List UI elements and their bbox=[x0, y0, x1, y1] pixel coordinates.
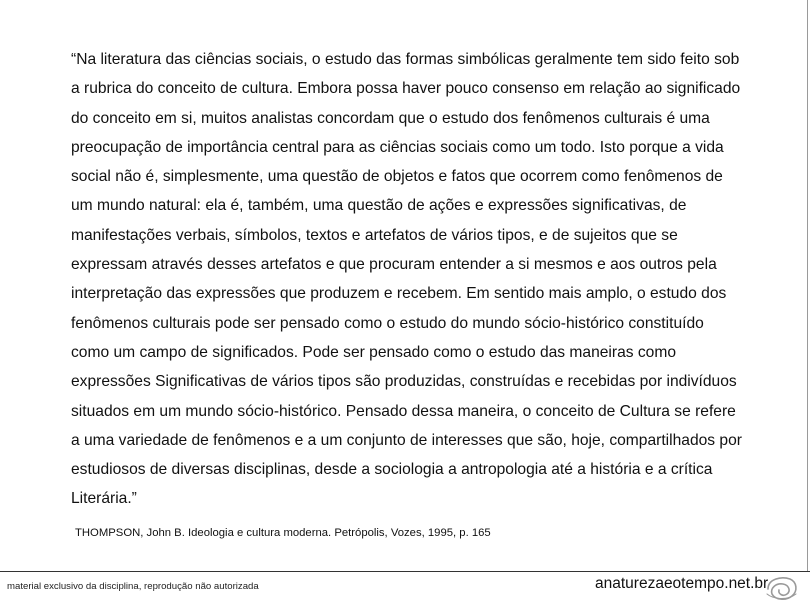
footer-disclaimer: material exclusivo da disciplina, reprodução não autorizada bbox=[7, 581, 259, 592]
quote-line: a rubrica do conceito de cultura. Embora possa haver pouco consenso em relação ao significado bbox=[71, 80, 741, 98]
quote-line: preocupação de importância central para as ciências sociais como um todo. Isto porque a vida bbox=[71, 138, 724, 156]
quote-line: social não é, simplesmente, uma questão de objetos e fatos que ocorrem como fenômenos de bbox=[71, 168, 723, 186]
site-url: anaturezaeotempo.net.br bbox=[595, 575, 769, 592]
quote-line: estudiosos de diversas disciplinas, desde a sociologia a antropologia até a história e a crítica bbox=[71, 461, 713, 479]
quote-line: “Na literatura das ciências sociais, o estudo das formas simbólicas geralmente tem sido feito sob bbox=[71, 51, 740, 68]
footer-divider bbox=[0, 571, 810, 572]
quote-line: como um campo de significados. Pode ser pensado como o estudo das maneiras como bbox=[71, 343, 677, 361]
quote-line: fenômenos culturais pode ser pensado como o estudo do mundo sócio-histórico constituído bbox=[71, 314, 704, 332]
quote-line: manifestações verbais, símbolos, textos e artefatos de vários tipos, e de sujeitos que se bbox=[71, 226, 678, 244]
quote-line: a uma variedade de fenômenos e a um conjunto de interesses que são, hoje, compartilhados por bbox=[71, 431, 742, 449]
quote-line: interpretação das expressões que produzem e recebem. Em sentido mais amplo, o estudo dos bbox=[71, 285, 727, 303]
quote-line: um mundo natural: ela é, também, uma questão de ações e expressões significativas, de bbox=[71, 197, 687, 215]
citation: THOMPSON, John B. Ideologia e cultura moderna. Petrópolis, Vozes, 1995, p. 165 bbox=[75, 527, 491, 539]
slide-right-border bbox=[807, 0, 808, 572]
quote-line: Literária.” bbox=[71, 490, 137, 508]
quote-line: expressões Significativas de vários tipos são produzidas, construídas e recebidas por indivíduos bbox=[71, 373, 737, 391]
quote-line: expressam através desses artefatos e que procuram entender a si mesmos e aos outros pela bbox=[71, 256, 717, 274]
spiral-logo-icon bbox=[765, 574, 799, 602]
quote-line: situados em um mundo sócio-histórico. Pensado dessa maneira, o conceito de Cultura se refere bbox=[71, 402, 736, 420]
quote-line: do conceito em si, muitos analistas concordam que o estudo dos fenômenos culturais é uma bbox=[71, 109, 710, 127]
quote-block bbox=[71, 45, 777, 514]
